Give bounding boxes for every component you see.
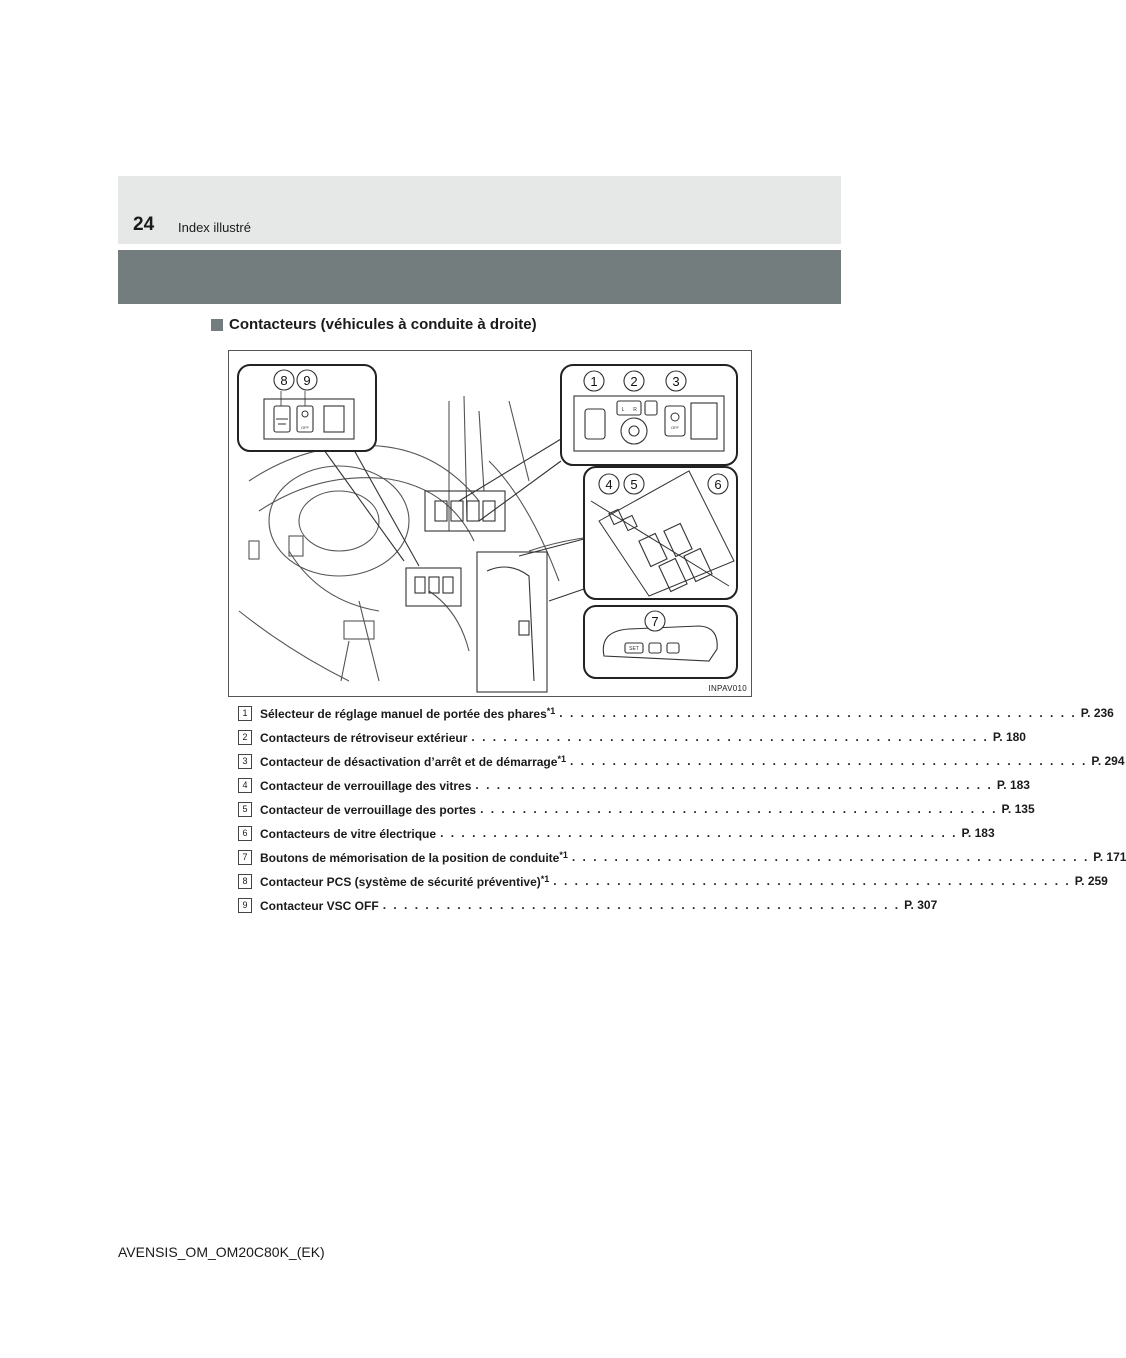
title-band xyxy=(118,250,841,304)
item-page-ref: P. 135 xyxy=(1001,802,1035,816)
section-heading xyxy=(211,316,537,333)
item-number: 7 xyxy=(238,850,252,865)
list-item xyxy=(238,727,1026,747)
leader-dots: . . . . . . . . . . . . . . . . . . . . . . . . . . . . . . . . . . . . . . . . . . . . . . . . . xyxy=(569,754,1088,768)
callout-7: 7 xyxy=(651,614,659,629)
inset-mirror-headlight xyxy=(561,365,737,465)
lower-switch-panel xyxy=(406,568,461,606)
item-page-ref: P. 180 xyxy=(992,730,1026,744)
leader-dots: . . . . . . . . . . . . . . . . . . . . . . . . . . . . . . . . . . . . . . . . . . . . . . . . . xyxy=(553,874,1071,888)
footer-document-code: AVENSIS_OM_OM20C80K_(EK) xyxy=(118,1244,325,1260)
item-number: 1 xyxy=(238,706,252,721)
callout-9: 9 xyxy=(303,373,311,388)
stop-start-off-label: OFF xyxy=(671,425,679,430)
dashboard-illustration xyxy=(228,350,752,697)
callout-5: 5 xyxy=(630,477,638,492)
item-page-ref: P. 183 xyxy=(996,778,1030,792)
item-label: Contacteur de verrouillage des portes xyxy=(260,802,477,817)
leader-dots: . . . . . . . . . . . . . . . . . . . . . . . . . . . . . . . . . . . . . . . . . . . . . . . . . xyxy=(559,706,1077,720)
item-page-ref: P. 171 xyxy=(1093,850,1126,864)
item-number: 8 xyxy=(238,874,252,889)
mirror-r-label: R xyxy=(633,407,637,413)
section-heading-text: Contacteurs (véhicules à conduite à droite) xyxy=(229,316,537,333)
mirror-l-label: L xyxy=(621,407,625,413)
callout-3: 3 xyxy=(672,374,680,389)
item-number: 9 xyxy=(238,898,252,913)
callout-1: 1 xyxy=(590,374,598,389)
dashboard-drawing xyxy=(229,351,751,696)
item-page-ref: P. 183 xyxy=(961,826,995,840)
inset-window-switches xyxy=(584,467,737,599)
item-page-ref: P. 307 xyxy=(904,898,938,912)
item-label: Contacteur de verrouillage des vitres xyxy=(260,778,472,793)
item-label: Contacteur de désactivation d’arrêt et de démarrage$^{*1}$ xyxy=(260,753,566,769)
leader-dots: . . . . . . . . . . . . . . . . . . . . . . . . . . . . . . . . . . . . . . . . . . . . . . . . . xyxy=(382,898,901,912)
list-item xyxy=(238,703,1114,723)
item-number: 6 xyxy=(238,826,252,841)
section-title: Index illustré xyxy=(178,220,251,235)
item-number: 4 xyxy=(238,778,252,793)
list-item xyxy=(238,895,938,915)
item-page-ref: P. 236 xyxy=(1080,706,1114,720)
item-number: 2 xyxy=(238,730,252,745)
page-number: 24 xyxy=(133,214,155,235)
leader-dots: . . . . . . . . . . . . . . . . . . . . . . . . . . . . . . . . . . . . . . . . . . . . . . . . . xyxy=(440,826,958,840)
item-page-ref: P. 259 xyxy=(1074,874,1108,888)
list-item xyxy=(238,799,1035,819)
item-page-ref: P. 294 xyxy=(1091,754,1125,768)
figure-code: INPAV010 xyxy=(708,684,747,693)
leader-lines xyxy=(324,439,584,601)
leader-dots: . . . . . . . . . . . . . . . . . . . . . . . . . . . . . . . . . . . . . . . . . . . . . . . . . xyxy=(471,730,989,744)
vsc-off-label: OFF xyxy=(301,425,309,430)
square-bullet-icon xyxy=(211,319,223,331)
callout-4: 4 xyxy=(605,477,613,492)
list-item xyxy=(238,751,1125,771)
memory-set-label: SET xyxy=(629,646,639,652)
list-item xyxy=(238,847,1126,867)
leader-dots: . . . . . . . . . . . . . . . . . . . . . . . . . . . . . . . . . . . . . . . . . . . . . . . . . xyxy=(480,802,998,816)
door-panel-inset xyxy=(477,552,547,692)
item-label: Contacteur VSC OFF xyxy=(260,898,379,913)
list-item xyxy=(238,775,1030,795)
callout-2: 2 xyxy=(630,374,638,389)
item-label: Contacteurs de vitre électrique xyxy=(260,826,437,841)
inset-pcs-vsc xyxy=(238,365,376,451)
list-item xyxy=(238,823,995,843)
leader-dots: . . . . . . . . . . . . . . . . . . . . . . . . . . . . . . . . . . . . . . . . . . . . . . . . . xyxy=(475,778,993,792)
item-label: Contacteur PCS (système de sécurité préventive)$^{*1}$ xyxy=(260,873,550,889)
item-label: Boutons de mémorisation de la position de conduite$^{*1}$ xyxy=(260,849,568,865)
item-label: Sélecteur de réglage manuel de portée des phares$^{*1}$ xyxy=(260,705,556,721)
item-label: Contacteurs de rétroviseur extérieur xyxy=(260,730,468,745)
item-number: 3 xyxy=(238,754,252,769)
item-number: 5 xyxy=(238,802,252,817)
inset-memory-buttons xyxy=(584,606,737,678)
list-item xyxy=(238,871,1108,891)
callout-8: 8 xyxy=(280,373,288,388)
callout-6: 6 xyxy=(714,477,722,492)
leader-dots: . . . . . . . . . . . . . . . . . . . . . . . . . . . . . . . . . . . . . . . . . . . . . . . . . xyxy=(571,850,1090,864)
